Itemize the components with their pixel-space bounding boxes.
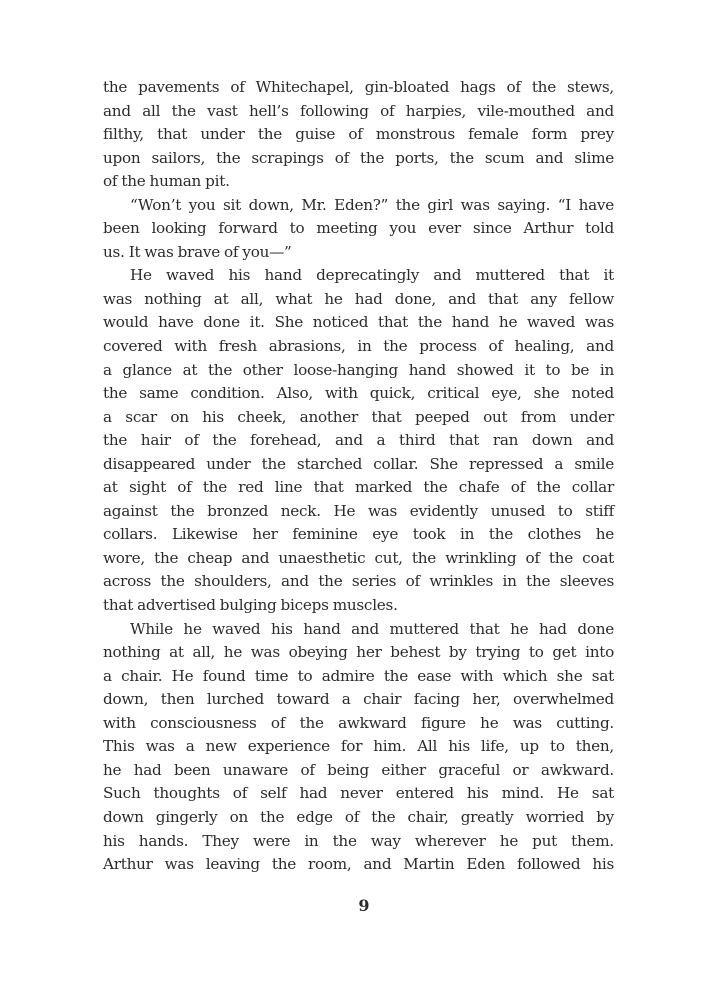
text-line: While he waved his hand and muttered that he had done xyxy=(130,619,614,638)
body-text xyxy=(103,76,614,877)
text-line: that advertised bulging biceps muscles. xyxy=(103,596,398,615)
paragraph-4 xyxy=(103,618,614,877)
text-line: with consciousness of the awkward figure he was cutting. xyxy=(103,713,614,732)
text-line: at sight of the red line that marked the chafe of the collar xyxy=(103,478,614,497)
text-line: of the human pit. xyxy=(103,172,230,191)
text-line: This was a new experience for him. All his life, up to then, xyxy=(103,737,614,756)
text-line: he had been unaware of being either graceful or awkward. xyxy=(103,760,614,779)
text-line: “Won’t you sit down, Mr. Eden?” the girl was saying. “I have xyxy=(130,195,614,214)
text-line: nothing at all, he was obeying her behest by trying to get into xyxy=(103,643,614,662)
text-line: upon sailors, the scrapings of the ports, the scum and slime xyxy=(103,148,614,167)
paragraph-1 xyxy=(103,76,614,194)
paragraph-3 xyxy=(103,264,614,617)
text-line: been looking forward to meeting you ever since Arthur told xyxy=(103,219,614,238)
text-line: down, then lurched toward a chair facing her, overwhelmed xyxy=(103,690,614,709)
text-line: collars. Likewise her feminine eye took in the clothes he xyxy=(103,525,614,544)
text-line: wore, the cheap and unaesthetic cut, the wrinkling of the coat xyxy=(103,548,614,567)
text-line: disappeared under the starched collar. She repressed a smile xyxy=(103,454,614,473)
text-line: the hair of the forehead, and a third that ran down and xyxy=(103,431,614,450)
text-line: the pavements of Whitechapel, gin-bloated hags of the stews, xyxy=(103,78,614,96)
text-line: a scar on his cheek, another that peeped out from under xyxy=(103,407,614,426)
page-number: 9 xyxy=(358,896,370,915)
text-line: was nothing at all, what he had done, and that any fellow xyxy=(103,289,614,308)
text-line: against the bronzed neck. He was evidently unused to stiff xyxy=(103,501,614,520)
text-line: us. It was brave of you—” xyxy=(103,242,292,261)
text-line: filthy, that under the guise of monstrous female form prey xyxy=(103,125,614,144)
text-line: a chair. He found time to admire the ease with which she sat xyxy=(103,666,614,685)
text-line: down gingerly on the edge of the chair, greatly worried by xyxy=(103,807,614,826)
text-line: across the shoulders, and the series of wrinkles in the sleeves xyxy=(103,572,614,591)
text-line: his hands. They were in the way wherever he put them. xyxy=(103,831,614,850)
text-line: Such thoughts of self had never entered his mind. He sat xyxy=(103,784,614,803)
text-line: the same condition. Also, with quick, critical eye, she noted xyxy=(103,384,614,403)
text-line: covered with fresh abrasions, in the process of healing, and xyxy=(103,337,614,356)
text-line: and all the vast hell’s following of harpies, vile-mouthed and xyxy=(103,101,614,120)
text-line: would have done it. She noticed that the hand he waved was xyxy=(103,313,614,332)
paragraph-2 xyxy=(103,194,614,265)
text-line: He waved his hand deprecatingly and muttered that it xyxy=(130,266,614,285)
text-line: a glance at the other loose-hanging hand showed it to be in xyxy=(103,360,614,379)
text-line: Arthur was leaving the room, and Martin Eden followed his xyxy=(103,855,614,874)
